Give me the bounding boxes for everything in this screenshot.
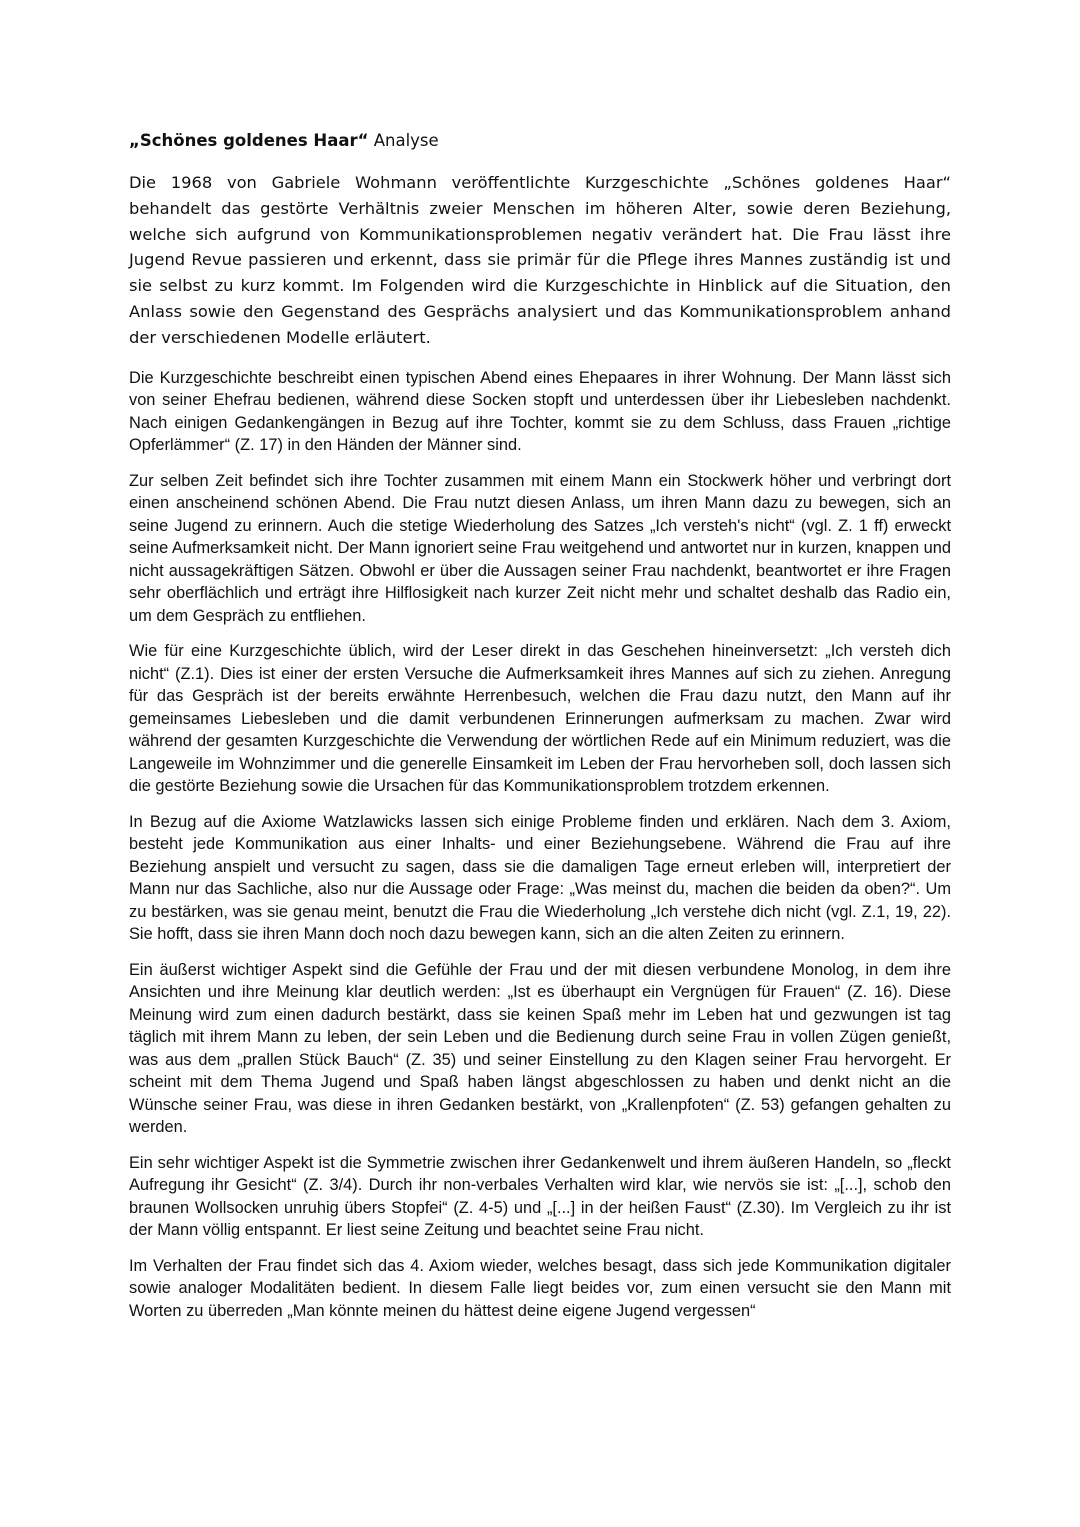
paragraph-occasion: Zur selben Zeit befindet sich ihre Tochter zusammen mit einem Mann ein Stockwerk höher und verbringt dort einen anscheinend schönen Abend. Die Frau nutzt diesen Anlass, um ihren Mann dazu zu bewegen, sich an seine Jugend zu erinnern. Auch die stetige Wiederholung des Satzes „Ich versteh's nicht“ (vgl. Z. 1 ff) erweckt seine Aufmerksamkeit nicht. Der Mann ignoriert seine Frau weitgehend und antwortet nur in kurzen, knappen und nicht aussagekräftigen Sätzen. Obwohl er über die Aussagen seiner Frau nachdenkt, beantwortet er ihre Fragen sehr oberflächlich und erträgt ihre Hilflosigkeit nach kurzer Zeit nicht mehr und schaltet deshalb das Radio ein, um dem Gespräch zu entfliehen. [129,471,951,625]
paragraph-axiom-4: Im Verhalten der Frau findet sich das 4. Axiom wieder, welches besagt, dass sich jede Kommunikation digitaler sowie analoger Modalitäten bedient. In diesem Falle liegt beides vor, zum einen versucht sie den Mann mit Worten zu überreden „Man könnte meinen du hättest deine eigene Jugend vergessen“ [129,1256,951,1320]
title-bold-part: „Schönes goldenes Haar“ [129,131,369,150]
paragraph-introduction: Die 1968 von Gabriele Wohmann veröffentlichte Kurzgeschichte „Schönes goldenes Haar“ behandelt das gestörte Verhältnis zweier Menschen im höheren Alter, sowie deren Beziehung, welche sich aufgrund von Kommunikationsproblemen negativ verändert hat. Die Frau lässt ihre Jugend Revue passieren und erkennt, dass sie primär für die Pflege ihres Mannes zuständig ist und sie selbst zu kurz kommt. Im Folgenden wird die Kurzgeschichte in Hinblick auf die Situation, den Anlass sowie den Gegenstand des Gesprächs analysiert und das Kommunikationsproblem anhand der verschiedenen Modelle erläutert. [129,173,951,347]
paragraph-feelings: Ein äußerst wichtiger Aspekt sind die Gefühle der Frau und der mit diesen verbundene Monolog, in dem ihre Ansichten und ihre Meinung klar deutlich werden: „Ist es überhaupt ein Vergnügen für Frauen“ (Z. 16). Diese Meinung wird zum einen dadurch bestärkt, dass sie keinen Spaß mehr im Leben hat und gezwungen ist tag täglich mit ihrem Mann zu leben, der sein Leben und die Bedienung durch seine Frau in vollen Zügen genießt, was aus dem „prallen Stück Bauch“ (Z. 35) und seiner Einstellung zu den Klagen seiner Frau hervorgeht. Er scheint mit dem Thema Jugend und Spaß haben längst abgeschlossen zu haben und denkt nicht an die Wünsche seiner Frau, was diese in ihren Gedanken bestärkt, von „Krallenpfoten“ (Z. 53) gefangen gehalten zu werden. [129,960,951,1137]
paragraph-symmetry: Ein sehr wichtiger Aspekt ist die Symmetrie zwischen ihrer Gedankenwelt und ihrem äußeren Handeln, so „fleckt Aufregung ihr Gesicht“ (Z. 3/4). Durch ihr non-verbales Verhalten wird klar, wie nervös sie ist: „[...], schob den braunen Wollsocken unruhig übers Stopfei“ (Z. 4-5) und „[...] in der heißen Faust“ (Z.30). Im Vergleich zu ihr ist der Mann völlig entspannt. Er liest seine Zeitung und beachtet seine Frau nicht. [129,1153,951,1240]
title-rest-part: Analyse [368,131,439,150]
paragraph-axiom-3: In Bezug auf die Axiome Watzlawicks lassen sich einige Probleme finden und erklären. Nach dem 3. Axiom, besteht jede Kommunikation aus einer Inhalts- und einer Beziehungsebene. Während die Frau auf ihre Beziehung anspielt und versucht zu sagen, dass sie die damaligen Tage erneut erleben will, interpretiert der Mann nur das Sachliche, also nur die Aussage oder Frage: „Was meinst du, machen die beiden da oben?“. Um zu bestärken, was sie genau meint, benutzt die Frau die Wiederholung „Ich verstehe dich nicht (vgl. Z.1, 19, 22). Sie hofft, dass sie ihren Mann doch noch dazu bewegen kann, sich an die alten Zeiten zu erinnern. [129,812,951,944]
paragraph-narrative-style: Wie für eine Kurzgeschichte üblich, wird der Leser direkt in das Geschehen hineinversetzt: „Ich versteh dich nicht“ (Z.1). Dies ist einer der ersten Versuche die Aufmerksamkeit ihres Mannes auf sich zu ziehen. Anregung für das Gespräch ist der bereits erwähnte Herrenbesuch, welchen die Frau dazu nutzt, den Mann auf ihr gemeinsames Liebesleben und die damit verbundenen Erinnerungen aufmerksam zu machen. Zwar wird während der gesamten Kurzgeschichte die Verwendung der wörtlichen Rede auf ein Minimum reduziert, was die Langeweile im Wohnzimmer und die generelle Einsamkeit im Leben der Frau hervorheben soll, doch lassen sich die gestörte Beziehung sowie die Ursachen für das Kommunikationsproblem trotzdem erkennen. [129,642,951,796]
paragraph-situation: Die Kurzgeschichte beschreibt einen typischen Abend eines Ehepaares in ihrer Wohnung. Der Mann lässt sich von seiner Ehefrau bedienen, während diese Socken stopft und unterdessen über ihr Liebesleben nachdenkt. Nach einigen Gedankengängen in Bezug auf ihre Tochter, kommt sie zu dem Schluss, dass Frauen „richtige Opferlämmer“ (Z. 17) in den Händen der Männer sind. [129,368,951,455]
document-title [129,128,951,154]
document-content [129,128,951,1335]
